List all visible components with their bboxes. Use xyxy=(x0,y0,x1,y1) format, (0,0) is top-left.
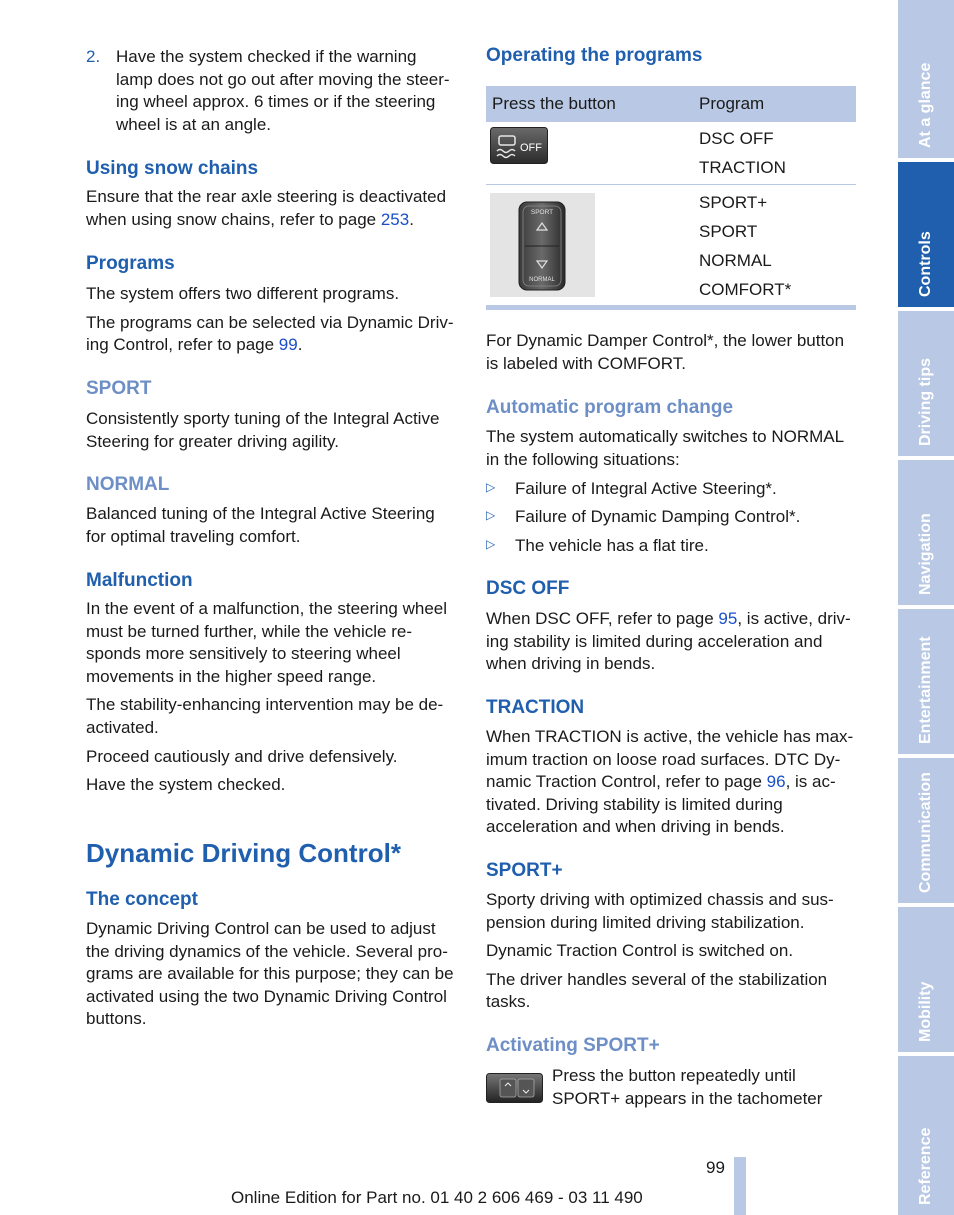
activating-text xyxy=(552,1065,852,1110)
heading-sport-plus: SPORT+ xyxy=(486,860,563,881)
text-line: The stability-enhancing intervention may be de- xyxy=(86,695,444,715)
row2-programs xyxy=(699,188,791,304)
page-link-253[interactable]: 253 xyxy=(380,209,410,229)
heading-snow-chains: Using snow chains xyxy=(86,158,259,179)
table-header xyxy=(486,86,856,122)
tab-navigation[interactable] xyxy=(898,460,954,605)
heading-automatic-change: Automatic program change xyxy=(486,397,734,418)
heading-traction: TRACTION xyxy=(486,697,585,718)
text-line: Have the system checked. xyxy=(86,775,286,795)
program-sport: SPORT xyxy=(699,222,758,241)
text-line: grams are available for this purpose; they can be xyxy=(86,964,454,984)
heading-programs: Programs xyxy=(86,253,175,274)
heading-normal: NORMAL xyxy=(86,474,170,495)
page-link-95[interactable]: 95 xyxy=(718,609,738,628)
text-line: The programs can be selected via Dynamic Driv- xyxy=(86,312,454,332)
text-line: Consistently sporty tuning of the Integral Active xyxy=(86,409,440,428)
list-item-text: Failure of Dynamic Damping Control*. xyxy=(515,507,801,526)
row1-programs xyxy=(699,124,786,182)
program-traction: TRACTION xyxy=(699,158,786,177)
text-line: acceleration and when driving in bends. xyxy=(486,817,785,837)
text-line: activated using the two Dynamic Driving Control xyxy=(86,986,447,1006)
tab-at-a-glance[interactable] xyxy=(898,0,954,158)
text-line: activated. xyxy=(86,717,159,737)
text-line: imum traction on loose road surfaces. DTC Dy- xyxy=(486,749,841,769)
text-line: tasks. xyxy=(486,992,531,1012)
tab-label: Entertainment xyxy=(917,636,934,744)
dsc-off-text xyxy=(486,608,856,676)
text-line: ing Control, refer to page 99. xyxy=(86,335,303,355)
tab-label: Mobility xyxy=(917,981,934,1042)
program-sport-plus: SPORT+ xyxy=(699,193,768,212)
heading-malfunction: Malfunction xyxy=(86,570,193,591)
text-line: Press the button repeatedly until xyxy=(552,1066,796,1085)
tab-label: At a glance xyxy=(917,62,934,148)
tab-reference[interactable] xyxy=(898,1056,954,1215)
text-line: when driving in bends. xyxy=(486,654,656,674)
traction-text xyxy=(486,726,856,839)
text-line: Sporty driving with optimized chassis and sus- xyxy=(486,890,834,909)
snow-chains-text xyxy=(86,186,458,231)
text-line: SPORT+ appears in the tachometer xyxy=(552,1088,823,1108)
heading-activating-sport-plus: Activating SPORT+ xyxy=(486,1035,660,1056)
text-line: In the event of a malfunction, the steering wheel xyxy=(86,599,448,618)
tab-label: Driving tips xyxy=(917,357,934,446)
tab-label: Reference xyxy=(917,1127,934,1205)
step-text-line: Have the system checked if the warning xyxy=(116,47,417,66)
text-line: buttons. xyxy=(86,1009,147,1029)
text-line: must be turned further, while the vehicle re- xyxy=(86,621,412,641)
col-header-program: Program xyxy=(699,94,765,113)
text-line: movements in the higher speed range. xyxy=(86,666,377,686)
tab-label: Communication xyxy=(917,772,934,893)
normal-text xyxy=(86,503,458,548)
page-number-bar xyxy=(734,1157,746,1215)
tab-label: Controls xyxy=(917,231,934,297)
triangle-bullet-icon: ▷ xyxy=(486,537,496,551)
text-line: Balanced tuning of the Integral Active Steering xyxy=(86,504,435,523)
heading-dsc-off: DSC OFF xyxy=(486,578,570,599)
rocker-switch-image xyxy=(490,193,595,297)
text-line: in the following situations: xyxy=(486,449,680,469)
text-line: Ensure that the rear axle steering is deactivated xyxy=(86,187,447,206)
tab-driving-tips[interactable] xyxy=(898,311,954,456)
row-divider xyxy=(486,184,856,185)
text-line: for optimal traveling comfort. xyxy=(86,526,301,546)
dsc-off-button-icon xyxy=(490,127,548,164)
text-line: ing stability is limited during acceleration and xyxy=(486,631,823,651)
tab-communication[interactable] xyxy=(898,758,954,903)
list-item-text: Failure of Integral Active Steering*. xyxy=(515,479,777,498)
text-line: The system automatically switches to NORMAL xyxy=(486,427,845,446)
list-item-text: The vehicle has a flat tire. xyxy=(515,536,709,555)
text-line: The driver handles several of the stabilization xyxy=(486,969,828,989)
automatic-text xyxy=(486,426,856,471)
text-line: the driving dynamics of the vehicle. Several pro- xyxy=(86,941,448,961)
table-bottom-rule xyxy=(486,305,856,310)
text-line: Dynamic Traction Control is switched on. xyxy=(486,941,794,961)
text-line: Proceed cautiously and drive defensively. xyxy=(86,746,398,766)
col-header-button: Press the button xyxy=(492,94,616,113)
concept-text xyxy=(86,918,458,1031)
svg-text:SPORT: SPORT xyxy=(530,209,554,216)
programs-text xyxy=(86,283,458,357)
page-link-96[interactable]: 96 xyxy=(766,772,786,792)
text-line: The system offers two different programs. xyxy=(86,284,400,303)
sport-text xyxy=(86,408,458,453)
sport-button-icon xyxy=(486,1073,543,1103)
triangle-bullet-icon: ▷ xyxy=(486,508,496,522)
footer-edition-text: Online Edition for Part no. 01 40 2 606 469 - 03 11 490 xyxy=(231,1188,643,1207)
svg-text:NORMAL: NORMAL xyxy=(529,277,555,283)
program-comfort: COMFORT* xyxy=(699,280,792,299)
text-line: is labeled with COMFORT. xyxy=(486,353,686,373)
step-text-line: wheel is at an angle. xyxy=(116,114,271,134)
damper-note xyxy=(486,330,856,375)
text-line: When TRACTION is active, the vehicle has max- xyxy=(486,727,854,746)
text-line: pension during limited driving stabilization. xyxy=(486,912,805,932)
step-text-line: ing wheel approx. 6 times or if the steering xyxy=(116,92,436,112)
chapter-tabs xyxy=(898,0,954,1215)
text-line: when using snow chains, refer to page 253. xyxy=(86,209,414,229)
tab-entertainment[interactable] xyxy=(898,609,954,754)
heading-concept: The concept xyxy=(86,889,198,910)
section-title-ddc: Dynamic Driving Control* xyxy=(86,838,401,868)
triangle-bullet-icon: ▷ xyxy=(486,480,496,494)
malfunction-text xyxy=(86,598,458,797)
tab-mobility[interactable] xyxy=(898,907,954,1052)
text-line: namic Traction Control, refer to page 96, is ac- xyxy=(486,772,836,792)
heading-operating-programs: Operating the programs xyxy=(486,45,703,66)
program-dsc-off: DSC OFF xyxy=(699,129,774,148)
svg-text:OFF: OFF xyxy=(520,142,542,154)
page-number: 99 xyxy=(706,1158,725,1177)
tab-controls[interactable] xyxy=(898,162,954,307)
heading-sport: SPORT xyxy=(86,378,152,399)
step-number: 2. xyxy=(86,47,101,66)
text-line: Dynamic Driving Control can be used to adjust xyxy=(86,919,436,938)
program-normal: NORMAL xyxy=(699,251,772,270)
tab-label: Navigation xyxy=(917,513,934,595)
text-line: sponds more sensitively to steering wheel xyxy=(86,644,401,664)
step-text-line: lamp does not go out after moving the steer- xyxy=(116,69,450,89)
text-line: tivated. Driving stability is limited during xyxy=(486,794,783,814)
text-line: When DSC OFF, refer to page 95, is active, driv- xyxy=(486,609,851,628)
sport-plus-text xyxy=(486,889,856,1014)
text-line: Steering for greater driving agility. xyxy=(86,431,339,451)
page-link-99[interactable]: 99 xyxy=(278,335,298,355)
text-line: For Dynamic Damper Control*, the lower button xyxy=(486,331,845,350)
